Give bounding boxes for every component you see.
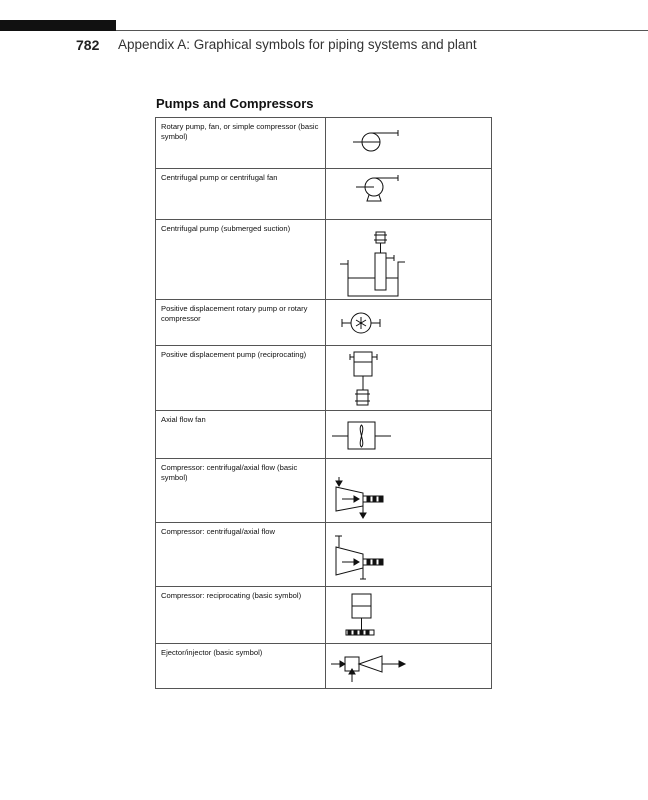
description-cell: Centrifugal pump (submerged suction) — [156, 220, 326, 300]
description-cell: Positive displacement pump (reciprocating) — [156, 346, 326, 411]
table-row — [156, 220, 492, 300]
description-cell: Rotary pump, fan, or simple compressor (basic symbol) — [156, 118, 326, 169]
header-bar — [0, 20, 116, 31]
section-title: Pumps and Compressors — [156, 96, 314, 111]
table-row — [156, 523, 492, 587]
symbols-table — [155, 117, 492, 689]
description-cell: Compressor: reciprocating (basic symbol) — [156, 587, 326, 644]
description-cell: Centrifugal pump or centrifugal fan — [156, 169, 326, 220]
description-cell: Ejector/injector (basic symbol) — [156, 644, 326, 689]
axial-fan-icon — [326, 411, 491, 458]
centrifugal-pump-icon — [326, 169, 491, 219]
description-cell: Compressor: centrifugal/axial flow (basic symbol) — [156, 459, 326, 523]
table-row — [156, 587, 492, 644]
description-cell: Axial flow fan — [156, 411, 326, 459]
compressor-icon — [326, 523, 491, 586]
table-row — [156, 169, 492, 220]
page-number: 782 — [76, 37, 100, 53]
reciprocating-pump-icon — [326, 346, 491, 410]
table-row — [156, 300, 492, 346]
table-row — [156, 411, 492, 459]
table-row — [156, 644, 492, 689]
table-row — [156, 346, 492, 411]
description-cell: Compressor: centrifugal/axial flow — [156, 523, 326, 587]
running-head: Appendix A: Graphical symbols for piping systems and plant — [118, 37, 477, 52]
compressor-basic-icon — [326, 459, 491, 522]
submerged-pump-icon — [326, 220, 491, 299]
header-rule — [116, 30, 648, 31]
description-cell: Positive displacement rotary pump or rotary compressor — [156, 300, 326, 346]
table-row — [156, 459, 492, 523]
ejector-icon — [326, 644, 491, 688]
pd-rotary-pump-icon — [326, 300, 491, 345]
rotary-pump-icon — [326, 118, 491, 168]
reciprocating-compressor-icon — [326, 587, 491, 643]
table-row — [156, 118, 492, 169]
